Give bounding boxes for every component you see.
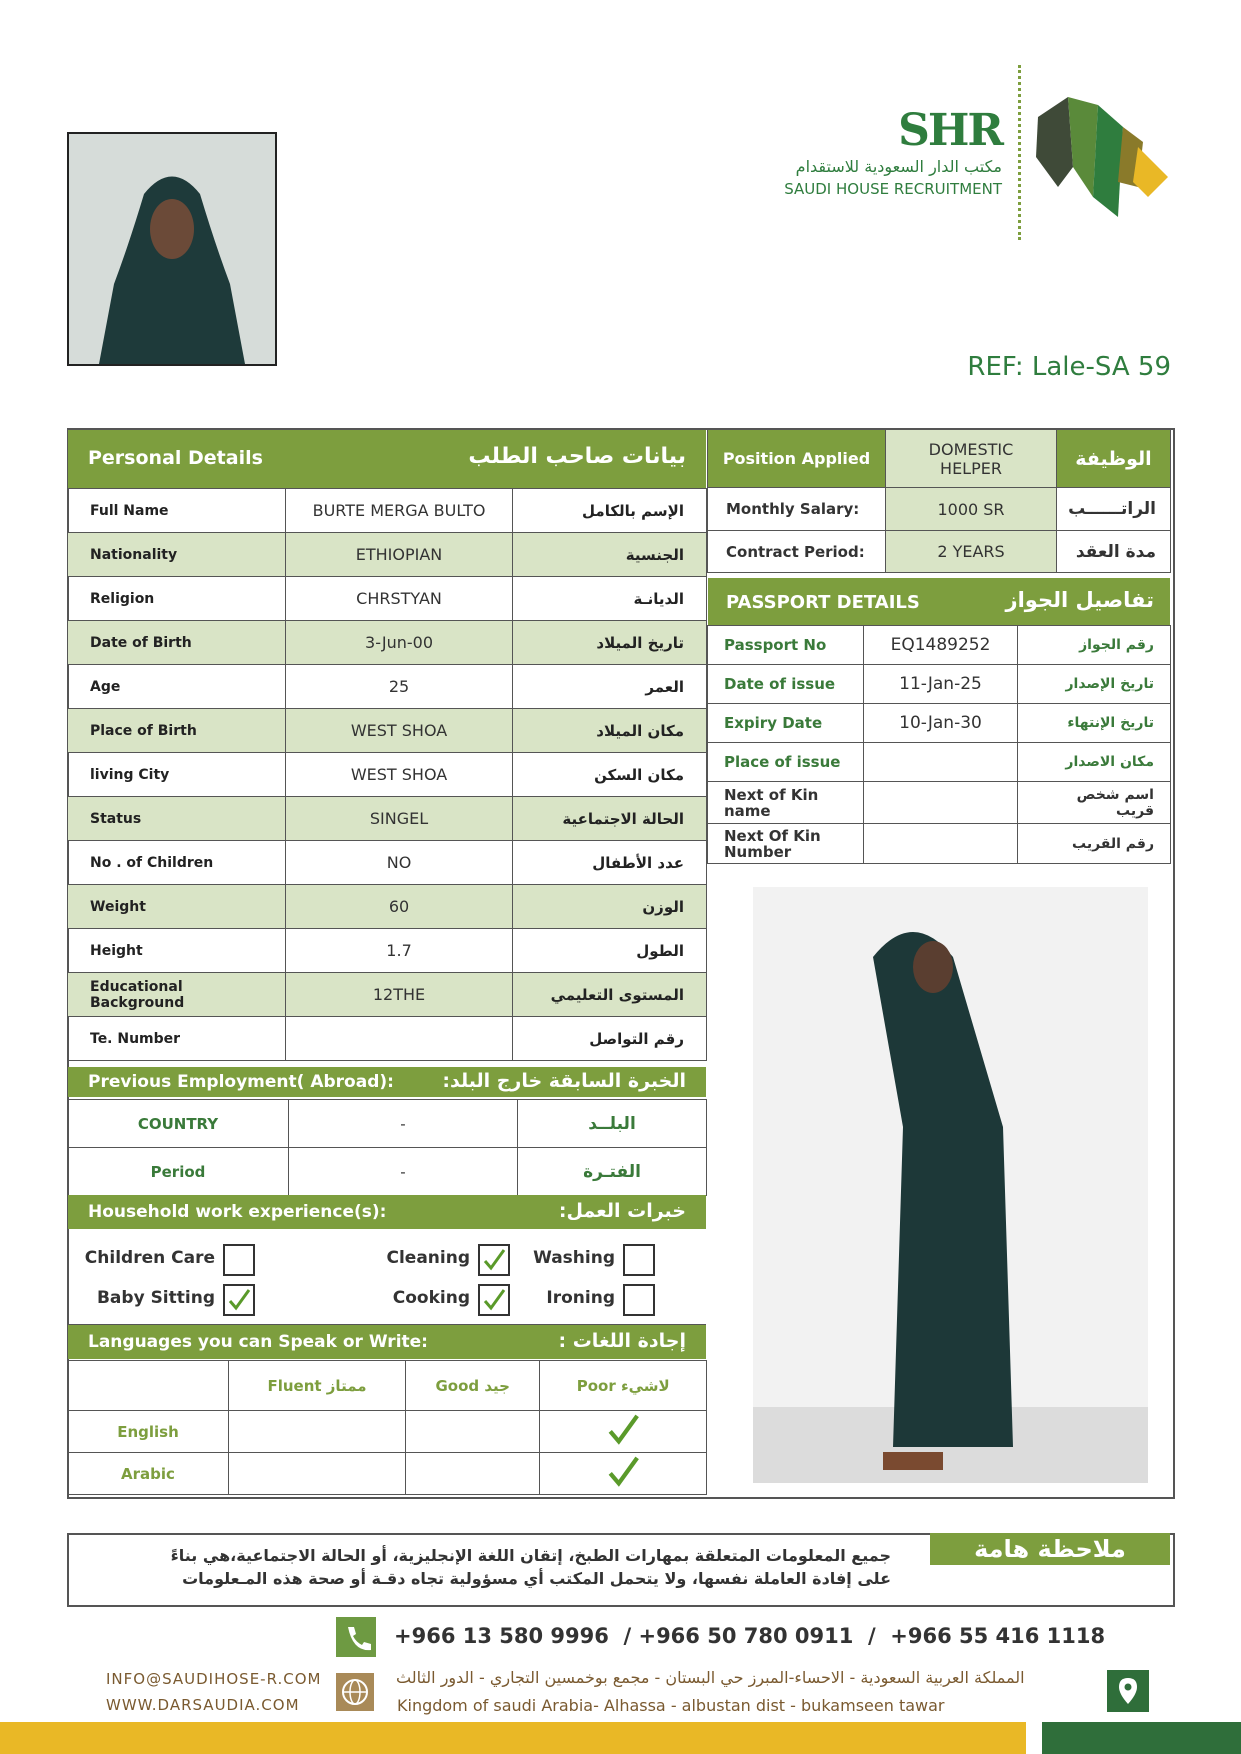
position-table	[707, 429, 1171, 573]
languages-title-ar: إجادة اللغات :	[558, 1330, 686, 1352]
passport-field-label-ar: تاريخ الإنتهاء	[1018, 704, 1171, 743]
footer-website[interactable]: WWW.DARSAUDIA.COM	[106, 1696, 300, 1714]
household-item-checkbox[interactable]	[223, 1244, 255, 1276]
field-value: WEST SHOA	[285, 709, 513, 753]
household-item-checkbox[interactable]	[623, 1284, 655, 1316]
passport-details-header	[708, 578, 1170, 625]
prev-emp-label: COUNTRY	[68, 1100, 289, 1148]
globe-icon	[336, 1673, 374, 1711]
language-name: Arabic	[68, 1453, 229, 1495]
field-label: No . of Children	[68, 841, 286, 885]
footer-yellow-stripe	[0, 1722, 1026, 1754]
field-label-ar: الجنسية	[513, 533, 707, 577]
field-label-ar: الإسم بالكامل	[513, 489, 707, 533]
next-of-kin-number-value	[863, 824, 1018, 864]
language-level-cell	[406, 1453, 540, 1495]
household-work-items	[68, 1230, 706, 1325]
previous-employment-row	[68, 1100, 707, 1148]
field-label: living City	[68, 753, 286, 797]
footer-address-en: Kingdom of saudi Arabia- Alhassa - albustan dist - bukamseen tawar	[397, 1696, 945, 1715]
household-item-checkbox[interactable]	[478, 1284, 510, 1316]
passport-field-label: Place of issue	[708, 743, 864, 782]
passport-field-value	[863, 743, 1018, 782]
previous-employment-row	[68, 1148, 707, 1196]
logo-name-en: SAUDI HOUSE RECRUITMENT	[784, 180, 1002, 198]
passport-field-value: EQ1489252	[863, 626, 1018, 665]
field-label-ar: الوزن	[513, 885, 707, 929]
passport-table	[707, 625, 1171, 864]
footer-address-ar: المملكة العربية السعودية - الاحساء-المبرز حي البستان - مجمع بوخمسين التجاري - الدور الثالث	[396, 1668, 1025, 1687]
field-label: Religion	[68, 577, 286, 621]
field-label: Nationality	[68, 533, 286, 577]
next-of-kin-name-value	[863, 782, 1018, 824]
logo-monogram: SHR	[898, 105, 1002, 156]
field-value: BURTE MERGA BULTO	[285, 489, 513, 533]
passport-field-label-ar: مكان الاصدار	[1018, 743, 1171, 782]
language-level-cell	[540, 1411, 707, 1453]
prev-emp-label-ar: الفتـرة	[518, 1148, 707, 1196]
passport-details-title-en: PASSPORT DETAILS	[726, 592, 920, 613]
field-value: 25	[285, 665, 513, 709]
household-item-checkbox[interactable]	[223, 1284, 255, 1316]
passport-field-label: Passport No	[708, 626, 864, 665]
check-icon	[606, 1455, 640, 1489]
previous-employment-header	[68, 1067, 706, 1097]
field-label-ar: مكان الميلاد	[513, 709, 707, 753]
passport-field-label: Date of issue	[708, 665, 864, 704]
field-value: 3-Jun-00	[285, 621, 513, 665]
important-note-line-2: على إفادة العاملة نفسها، ولا يتحمل المكتب أي مسؤولية تجاه دقـة أو صحة هذه المـعلومات	[182, 1569, 891, 1588]
contract-period-value: 2 YEARS	[886, 531, 1057, 573]
personal-row	[68, 577, 707, 621]
check-icon	[606, 1413, 640, 1447]
field-label: Height	[68, 929, 286, 973]
field-label: Place of Birth	[68, 709, 286, 753]
language-level-cell	[229, 1411, 406, 1453]
household-work-header	[68, 1195, 706, 1229]
field-label-ar: الحالة الاجتماعية	[513, 797, 707, 841]
monthly-salary-ar: الراتــــــب	[1057, 488, 1171, 531]
full-body-photo	[753, 887, 1148, 1483]
language-row	[68, 1453, 707, 1495]
footer-green-stripe	[1042, 1722, 1241, 1754]
language-level-cell	[229, 1453, 406, 1495]
passport-field-label-ar: تاريخ الإصدار	[1018, 665, 1171, 704]
previous-employment-title-en: Previous Employment( Abroad):	[88, 1072, 394, 1092]
passport-row	[708, 743, 1171, 782]
portrait-photo	[67, 132, 277, 366]
important-note-title: ملاحظة هامة	[930, 1533, 1170, 1565]
field-value: SINGEL	[285, 797, 513, 841]
field-value: NO	[285, 841, 513, 885]
household-item-label: Washing	[533, 1248, 615, 1268]
field-label: Full Name	[68, 489, 286, 533]
personal-row	[68, 709, 707, 753]
important-note-line-1: جميع المعلومات المتعلقة بمهارات الطبخ، إتقان اللغة الإنجليزية، أو الحالة الاجتماعية،هي بناءً	[170, 1546, 891, 1565]
household-item-checkbox[interactable]	[623, 1244, 655, 1276]
personal-row	[68, 973, 707, 1017]
household-work-title-en: Household work experience(s):	[88, 1202, 387, 1222]
prev-emp-label: Period	[68, 1148, 289, 1196]
household-work-title-ar: خبرات العمل:	[558, 1200, 686, 1222]
contract-period-ar: مدة العقد	[1057, 531, 1171, 573]
languages-table	[67, 1360, 707, 1495]
next-of-kin-number-ar: رقم القريب	[1018, 824, 1171, 864]
personal-row	[68, 621, 707, 665]
field-label: Date of Birth	[68, 621, 286, 665]
household-item-label: Cleaning	[386, 1248, 470, 1268]
personal-row	[68, 1017, 707, 1061]
monthly-salary-value: 1000 SR	[886, 488, 1057, 531]
personal-row	[68, 841, 707, 885]
passport-row	[708, 626, 1171, 665]
next-of-kin-name-label: Next of Kin name	[708, 782, 864, 824]
phone-icon	[336, 1617, 376, 1657]
field-value: 12THE	[285, 973, 513, 1017]
saudi-map-icon	[1028, 87, 1178, 227]
household-item-label: Children Care	[84, 1248, 215, 1268]
field-label-ar: تاريخ الميلاد	[513, 621, 707, 665]
passport-field-value: 10-Jan-30	[863, 704, 1018, 743]
field-label-ar: مكان السكن	[513, 753, 707, 797]
next-of-kin-number-label: Next Of Kin Number	[708, 824, 864, 864]
personal-row	[68, 489, 707, 533]
field-label-ar: الديانـة	[513, 577, 707, 621]
household-item-label: Cooking	[392, 1288, 470, 1308]
personal-details-title-en: Personal Details	[88, 447, 263, 469]
household-item-checkbox[interactable]	[478, 1244, 510, 1276]
languages-title-en: Languages you can Speak or Write:	[88, 1332, 428, 1352]
field-value: CHRSTYAN	[285, 577, 513, 621]
passport-field-label: Expiry Date	[708, 704, 864, 743]
language-level-header: Poor لاشيء	[540, 1361, 707, 1411]
language-level-header: Good جيد	[406, 1361, 540, 1411]
contract-period-label: Contract Period:	[708, 531, 886, 573]
household-item-label: Baby Sitting	[96, 1288, 215, 1308]
field-label-ar: العمر	[513, 665, 707, 709]
field-label-ar: عدد الأطفال	[513, 841, 707, 885]
location-pin-icon	[1107, 1670, 1149, 1712]
field-label: Age	[68, 665, 286, 709]
logo-name-ar: مكتب الدار السعودية للاستقدام	[795, 157, 1002, 176]
previous-employment-title-ar: الخبرة السابقة خارج البلد:	[442, 1070, 686, 1092]
prev-emp-value: -	[289, 1100, 518, 1148]
field-label-ar: رقم التواصل	[513, 1017, 707, 1061]
field-label-ar: الطول	[513, 929, 707, 973]
field-label-ar: المستوى التعليمي	[513, 973, 707, 1017]
languages-corner-cell	[68, 1361, 229, 1411]
field-label: Te. Number	[68, 1017, 286, 1061]
footer-phone-numbers: +966 13 580 9996 / +966 50 780 0911 / +966 55 416 1118	[394, 1624, 1106, 1648]
field-value	[285, 1017, 513, 1061]
language-row	[68, 1411, 707, 1453]
personal-row	[68, 665, 707, 709]
language-level-header: Fluent ممتاز	[229, 1361, 406, 1411]
logo-divider	[1018, 65, 1021, 240]
languages-header-row	[68, 1361, 707, 1411]
field-value: WEST SHOA	[285, 753, 513, 797]
prev-emp-label-ar: البلــد	[518, 1100, 707, 1148]
field-label: Weight	[68, 885, 286, 929]
field-value: ETHIOPIAN	[285, 533, 513, 577]
passport-field-label-ar: رقم الجواز	[1018, 626, 1171, 665]
personal-row	[68, 929, 707, 973]
personal-details-header	[68, 430, 706, 488]
language-name: English	[68, 1411, 229, 1453]
passport-details-title-ar: تفاصيل الجواز	[1005, 588, 1154, 612]
footer-email[interactable]: INFO@SAUDIHOSE-R.COM	[106, 1670, 322, 1688]
field-label: Educational Background	[68, 973, 286, 1017]
personal-details-table	[67, 488, 707, 1061]
personal-row	[68, 533, 707, 577]
language-level-cell	[406, 1411, 540, 1453]
household-item-label: Ironing	[546, 1288, 615, 1308]
position-applied-value: DOMESTIC HELPER	[886, 430, 1057, 488]
personal-row	[68, 885, 707, 929]
passport-row	[708, 665, 1171, 704]
passport-row	[708, 704, 1171, 743]
prev-emp-value: -	[289, 1148, 518, 1196]
next-of-kin-name-ar: اسم شخص قريب	[1018, 782, 1171, 824]
brand-logo	[784, 65, 1180, 245]
field-label: Status	[68, 797, 286, 841]
languages-header	[68, 1325, 706, 1359]
passport-field-value: 11-Jan-25	[863, 665, 1018, 704]
reference-number: REF: Lale-SA 59	[967, 352, 1171, 382]
personal-row	[68, 797, 707, 841]
language-level-cell	[540, 1453, 707, 1495]
monthly-salary-label: Monthly Salary:	[708, 488, 886, 531]
field-value: 1.7	[285, 929, 513, 973]
position-applied-ar: الوظيفة	[1057, 430, 1171, 488]
personal-row	[68, 753, 707, 797]
position-applied-label: Position Applied	[708, 430, 886, 488]
personal-details-title-ar: بيانات صاحب الطلب	[468, 444, 686, 469]
previous-employment-table	[67, 1099, 707, 1196]
field-value: 60	[285, 885, 513, 929]
